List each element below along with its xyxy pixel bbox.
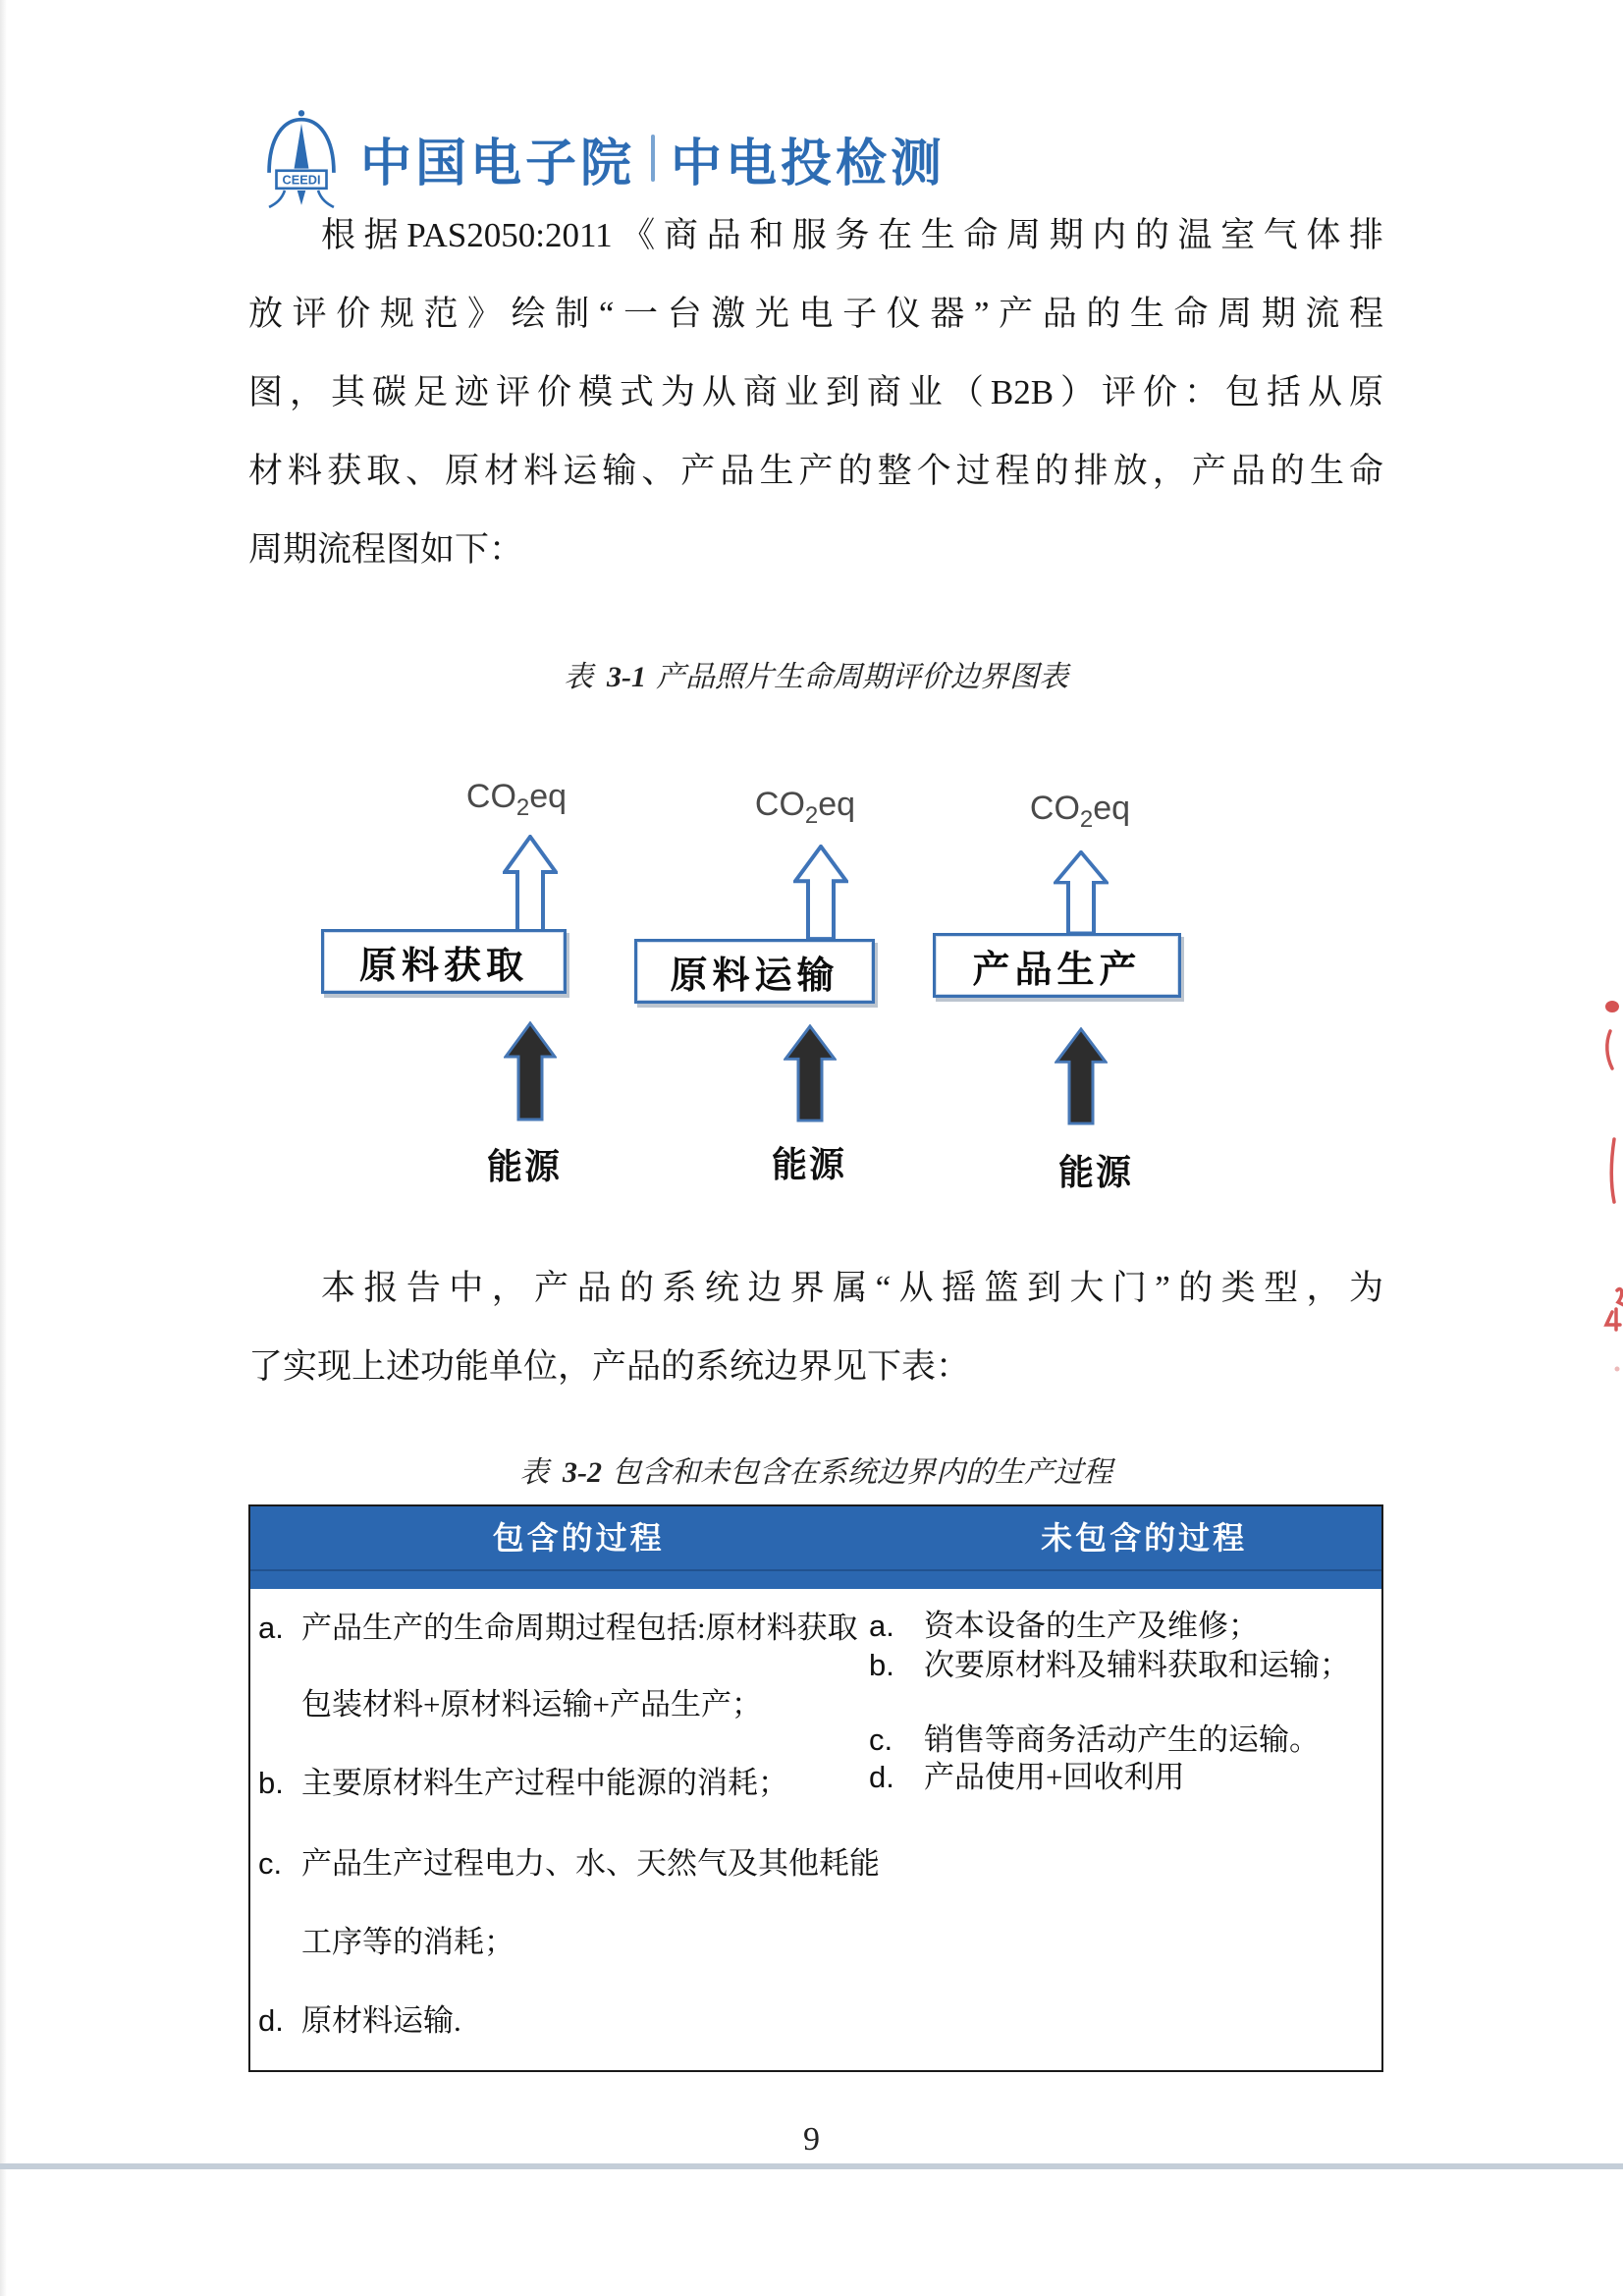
energy-label: 能源 (1057, 1152, 1133, 1192)
co2-prefix: CO (465, 778, 516, 815)
energy-label: 能源 (771, 1144, 846, 1184)
item-text: 原材料运输. (301, 2003, 461, 2038)
co2-suffix: eq (818, 786, 856, 823)
item-label: c. (869, 1722, 893, 1757)
system-boundary-table (248, 1504, 1383, 2072)
table-caption-prefix: 表 (519, 1456, 549, 1489)
table-caption (248, 1448, 1383, 1491)
red-mark-stroke (1611, 1139, 1614, 1202)
figure-caption-prefix: 表 (564, 661, 593, 693)
item-label: b. (869, 1648, 894, 1682)
red-mark-dot (1615, 1367, 1620, 1372)
table-header-row (250, 1506, 1381, 1589)
item-text: 销售等商务活动产生的运输。 (924, 1722, 1320, 1757)
item-text: 资本设备的生产及维修； (924, 1609, 1259, 1643)
item-text: 产品使用+回收利用 (924, 1760, 1185, 1794)
table-body (250, 1589, 1381, 2068)
paragraph-line: 图，其碳足迹评价模式为从商业到商业（B2B）评价：包括从原 (248, 373, 1383, 411)
emission-arrow-icon (503, 835, 558, 933)
paragraph-line: 了实现上述功能单位，产品的系统边界见下表： (248, 1347, 971, 1386)
item-text: 产品生产的生命周期过程包括:原材料获取 (301, 1611, 858, 1645)
arrow-shape (1056, 1029, 1106, 1123)
footer-rule (0, 2163, 1623, 2169)
figure-caption-title: 产品照片生命周期评价边界图表 (656, 661, 1068, 693)
item-text: 主要原材料生产过程中能源的消耗； (301, 1766, 788, 1800)
paragraph-line: 根据PAS2050:2011《商品和服务在生命周期内的温室气体排 (321, 216, 1383, 254)
energy-input-arrow-icon (504, 1021, 557, 1121)
energy-input-arrow-icon (784, 1024, 837, 1122)
co2-subscript: 2 (515, 793, 530, 821)
red-mark-digit (1606, 1309, 1620, 1330)
item-label: a. (258, 1611, 284, 1645)
figure-caption-number: 3-1 (607, 661, 646, 693)
table-caption-number: 3-2 (563, 1456, 602, 1489)
table-caption-title: 包含和未包含在系统边界内的生产过程 (612, 1456, 1112, 1489)
energy-input-arrow-icon (1055, 1027, 1108, 1125)
energy-label: 能源 (486, 1146, 562, 1186)
co2eq-label (741, 786, 869, 830)
co2-subscript: 2 (804, 801, 819, 829)
arrow-shape (795, 847, 846, 939)
red-mark-blob (1605, 1001, 1619, 1012)
excluded-item (869, 1601, 1259, 1645)
arrow-shape (1055, 852, 1107, 934)
included-item (258, 1917, 514, 1961)
emission-arrow-icon (1054, 850, 1109, 935)
stage-label: 原料运输 (670, 955, 839, 997)
arrow-shape (785, 1026, 835, 1121)
stage-box-material-transport (634, 939, 875, 1004)
red-mark-digit (1617, 1289, 1623, 1305)
included-item (258, 1679, 762, 1723)
item-label: d. (258, 2003, 284, 2038)
excluded-item (869, 1640, 1350, 1684)
co2-suffix: eq (1093, 790, 1131, 827)
included-item (258, 1995, 461, 2040)
page-number: 9 (803, 2121, 820, 2158)
brand-name-primary: 中国电子院 (360, 135, 636, 192)
stage-box-material-acquisition (321, 929, 567, 994)
emission-arrow-icon (793, 845, 848, 941)
stage-box-product-manufacture (933, 933, 1181, 998)
emblem-text: CEEDI (282, 172, 321, 188)
brand-name-secondary: 中电投检测 (671, 135, 947, 192)
paragraph-line: 周期流程图如下： (248, 530, 524, 569)
paragraph-line: 材料获取、原材料运输、产品生产的整个过程的排放，产品的生命 (248, 452, 1383, 490)
paragraph-line: 本报告中，产品的系统边界属“从摇篮到大门”的类型，为 (321, 1269, 1383, 1307)
included-item (258, 1758, 788, 1802)
paragraph-line: 放评价规范》绘制“一台激光电子仪器”产品的生命周期流程 (248, 295, 1383, 333)
stage-label: 原料获取 (358, 945, 528, 987)
arrow-shape (505, 837, 556, 931)
red-pen-marks (1596, 980, 1623, 1383)
item-label: c. (258, 1846, 283, 1881)
table-header-included: 包含的过程 (492, 1520, 665, 1556)
item-label: d. (869, 1760, 894, 1794)
item-text: 次要原材料及辅料获取和运输； (924, 1648, 1350, 1682)
item-text: 包装材料+原材料运输+产品生产； (301, 1687, 762, 1722)
stage-label: 产品生产 (972, 949, 1142, 991)
item-label: b. (258, 1766, 284, 1800)
co2eq-label (453, 778, 580, 822)
item-text: 产品生产过程电力、水、天然气及其他耗能 (301, 1846, 880, 1881)
co2-prefix: CO (1029, 790, 1080, 827)
co2-subscript: 2 (1079, 805, 1094, 833)
excluded-item (869, 1752, 1184, 1796)
co2-prefix: CO (754, 786, 805, 823)
item-text: 工序等的消耗； (301, 1925, 514, 1959)
table-header-excluded: 未包含的过程 (1041, 1520, 1248, 1556)
co2-suffix: eq (529, 778, 568, 815)
red-mark-stroke (1607, 1031, 1612, 1068)
included-item (258, 1838, 880, 1883)
paragraph-system-boundary (248, 1249, 1383, 1406)
arrow-shape (506, 1023, 555, 1120)
item-label: a. (869, 1609, 894, 1643)
co2eq-label (1016, 790, 1144, 834)
included-item (258, 1603, 858, 1647)
